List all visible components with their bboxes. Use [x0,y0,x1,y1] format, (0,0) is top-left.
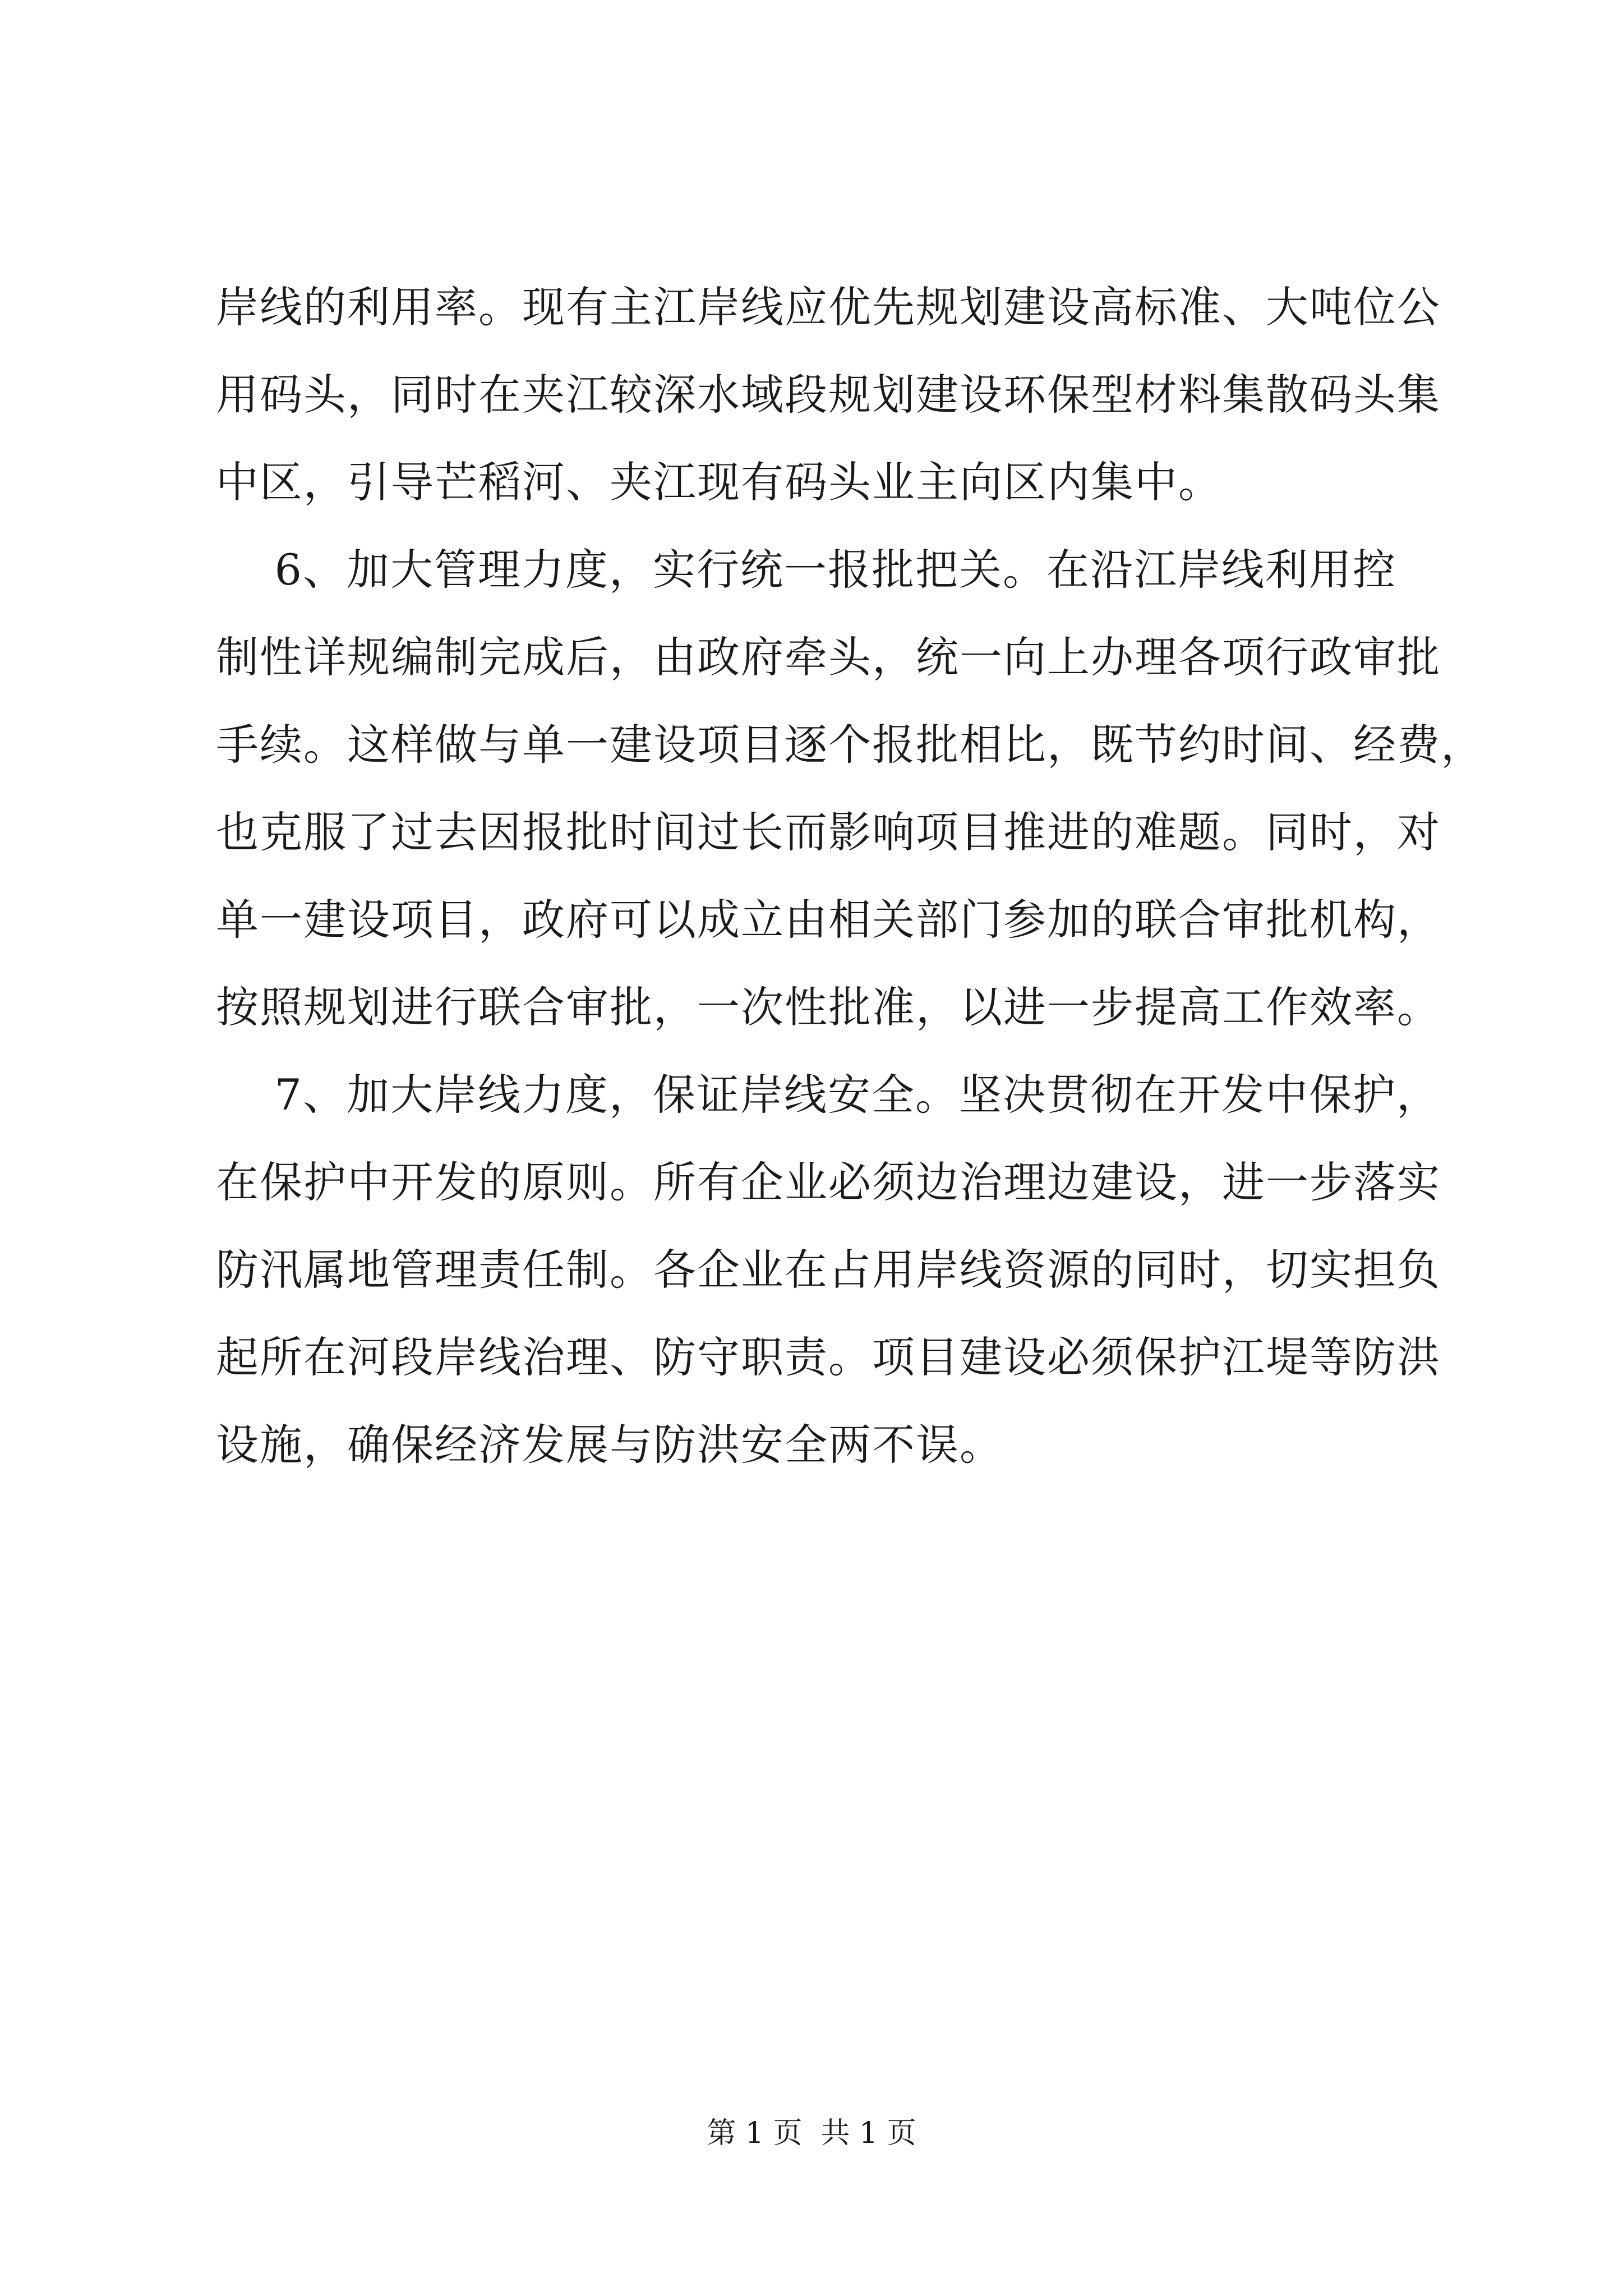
text-line: 起所在河段岸线治理、防守职责。项目建设必须保护江堤等防洪 [216,1332,1441,1382]
text-line: 按照规划进行联合审批，一次性批准，以进一步提高工作效率。 [216,982,1441,1032]
page-footer [0,2114,1623,2153]
text-line: 单一建设项目，政府可以成立由相关部门参加的联合审批机构， [216,895,1441,945]
text-line: 手续。这样做与单一建设项目逐个报批相比，既节约时间、经费， [216,720,1484,770]
text-line: 7、加大岸线力度，保证岸线安全。坚决贯彻在开发中保护， [216,1070,1440,1120]
text-line: 用码头，同时在夹江较深水域段规划建设环保型材料集散码头集 [216,370,1441,420]
text-line: 中区，引导芒稻河、夹江现有码头业主向区内集中。 [216,457,1222,507]
text-line: 在保护中开发的原则。所有企业必须边治理边建设，进一步落实 [216,1157,1441,1207]
page-number-label: 第 1 页 共 1 页 [707,2116,916,2150]
text-line: 防汛属地管理责任制。各企业在占用岸线资源的同时，切实担负 [216,1245,1441,1295]
text-line: 岸线的利用率。现有主江岸线应优先规划建设高标准、大吨位公 [216,282,1441,332]
text-line: 设施，确保经济发展与防洪安全两不误。 [216,1420,1003,1470]
text-line: 制性详规编制完成后，由政府牵头，统一向上办理各项行政审批 [216,632,1441,682]
text-line: 6、加大管理力度，实行统一报批把关。在沿江岸线利用控 [216,545,1396,595]
text-line: 也克服了过去因报批时间过长而影响项目推进的难题。同时，对 [216,807,1441,857]
document-body [216,264,1484,1489]
